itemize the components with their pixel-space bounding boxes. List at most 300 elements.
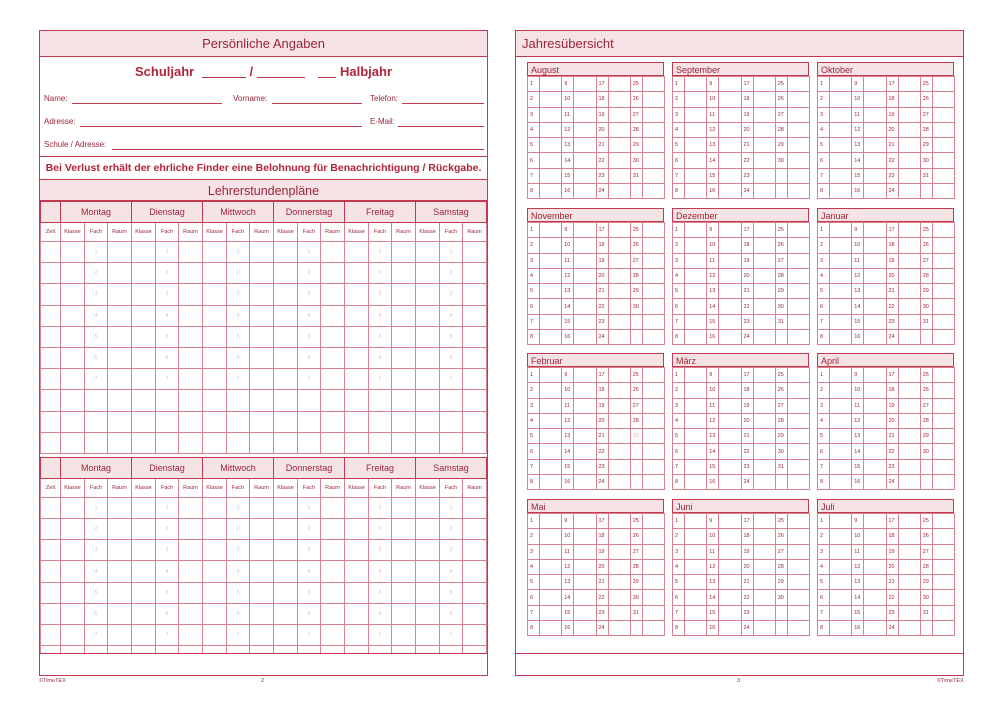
timetable-cell[interactable] [463, 326, 487, 347]
calendar-entry-cell[interactable] [574, 153, 596, 168]
calendar-entry-cell[interactable] [932, 330, 954, 345]
period-number[interactable]: 1 [227, 497, 250, 518]
timetable-cell[interactable] [108, 242, 132, 263]
calendar-entry-cell[interactable] [685, 330, 707, 345]
period-number[interactable]: 3 [227, 540, 250, 561]
calendar-entry-cell[interactable] [753, 122, 775, 137]
timetable-cell[interactable] [321, 582, 345, 603]
timetable-cell[interactable] [321, 603, 345, 624]
calendar-entry-cell[interactable] [685, 284, 707, 299]
timetable-cell[interactable] [132, 284, 156, 305]
timetable-cell[interactable] [416, 284, 440, 305]
timetable-cell[interactable] [85, 432, 108, 453]
calendar-entry-cell[interactable] [932, 138, 954, 153]
calendar-entry-cell[interactable] [932, 559, 954, 574]
calendar-entry-cell[interactable] [540, 299, 562, 314]
timetable-cell[interactable] [345, 582, 369, 603]
calendar-entry-cell[interactable] [864, 368, 886, 383]
timetable-cell[interactable] [463, 519, 487, 540]
period-number[interactable]: 7 [369, 625, 392, 646]
calendar-entry-cell[interactable] [898, 253, 920, 268]
calendar-entry-cell[interactable] [540, 514, 562, 529]
period-number[interactable]: 6 [227, 603, 250, 624]
period-number[interactable]: 7 [369, 369, 392, 390]
calendar-entry-cell[interactable] [642, 383, 664, 398]
timetable-cell[interactable] [416, 390, 440, 411]
school-year-to-field[interactable] [257, 67, 305, 78]
calendar-entry-cell[interactable] [608, 299, 630, 314]
calendar-entry-cell[interactable] [864, 299, 886, 314]
calendar-entry-cell[interactable] [753, 184, 775, 199]
calendar-entry-cell[interactable] [642, 368, 664, 383]
calendar-entry-cell[interactable] [574, 413, 596, 428]
calendar-entry-cell[interactable] [753, 138, 775, 153]
calendar-entry-cell[interactable] [574, 168, 596, 183]
timetable-cell[interactable] [392, 390, 416, 411]
calendar-entry-cell[interactable] [932, 621, 954, 636]
timetable-cell[interactable] [463, 390, 487, 411]
timetable-cell[interactable] [416, 540, 440, 561]
period-number[interactable]: 4 [298, 561, 321, 582]
timetable-cell[interactable] [298, 411, 321, 432]
calendar-entry-cell[interactable] [685, 529, 707, 544]
timetable-cell[interactable] [61, 497, 85, 518]
calendar-entry-cell[interactable] [898, 413, 920, 428]
calendar-entry-cell[interactable] [787, 238, 809, 253]
calendar-entry-cell[interactable] [830, 368, 852, 383]
time-cell[interactable] [41, 326, 61, 347]
calendar-entry-cell[interactable] [719, 184, 741, 199]
schule-field[interactable] [112, 149, 484, 150]
timetable-cell[interactable] [108, 432, 132, 453]
calendar-entry-cell[interactable] [932, 429, 954, 444]
timetable-cell[interactable] [250, 326, 274, 347]
timetable-cell[interactable] [108, 369, 132, 390]
timetable-cell[interactable] [250, 603, 274, 624]
calendar-entry-cell[interactable] [540, 184, 562, 199]
timetable-cell[interactable] [345, 390, 369, 411]
calendar-entry-cell[interactable] [932, 238, 954, 253]
calendar-entry-cell[interactable] [719, 107, 741, 122]
calendar-entry-cell[interactable] [608, 429, 630, 444]
calendar-entry-cell[interactable] [787, 122, 809, 137]
timetable-cell[interactable] [369, 432, 392, 453]
period-number[interactable]: 5 [369, 326, 392, 347]
calendar-entry-cell[interactable] [830, 238, 852, 253]
calendar-entry-cell[interactable] [685, 138, 707, 153]
calendar-entry-cell[interactable] [574, 107, 596, 122]
calendar-entry-cell[interactable] [932, 77, 954, 92]
calendar-entry-cell[interactable] [932, 605, 954, 620]
timetable-cell[interactable] [179, 519, 203, 540]
timetable-cell[interactable] [227, 390, 250, 411]
period-number[interactable]: 6 [156, 603, 179, 624]
calendar-entry-cell[interactable] [608, 514, 630, 529]
calendar-entry-cell[interactable] [898, 621, 920, 636]
calendar-entry-cell[interactable] [719, 92, 741, 107]
timetable-cell[interactable] [298, 390, 321, 411]
timetable-cell[interactable] [274, 540, 298, 561]
time-cell[interactable] [41, 582, 61, 603]
timetable-cell[interactable] [463, 603, 487, 624]
calendar-entry-cell[interactable] [864, 605, 886, 620]
calendar-entry-cell[interactable] [719, 368, 741, 383]
period-number[interactable]: 4 [440, 561, 463, 582]
calendar-entry-cell[interactable] [574, 444, 596, 459]
calendar-entry-cell[interactable] [753, 590, 775, 605]
timetable-cell[interactable] [392, 603, 416, 624]
calendar-entry-cell[interactable] [608, 77, 630, 92]
time-cell[interactable] [41, 497, 61, 518]
period-number[interactable]: 6 [85, 603, 108, 624]
calendar-entry-cell[interactable] [898, 299, 920, 314]
timetable-cell[interactable] [108, 411, 132, 432]
calendar-entry-cell[interactable] [608, 559, 630, 574]
calendar-entry-cell[interactable] [864, 413, 886, 428]
period-number[interactable]: 5 [440, 326, 463, 347]
period-number[interactable]: 5 [156, 582, 179, 603]
calendar-entry-cell[interactable] [864, 138, 886, 153]
timetable-cell[interactable] [369, 411, 392, 432]
calendar-entry-cell[interactable] [787, 529, 809, 544]
calendar-entry-cell[interactable] [830, 77, 852, 92]
period-number[interactable]: 2 [369, 263, 392, 284]
calendar-entry-cell[interactable] [787, 590, 809, 605]
period-number[interactable]: 4 [298, 305, 321, 326]
calendar-entry-cell[interactable] [898, 605, 920, 620]
calendar-entry-cell[interactable] [898, 107, 920, 122]
timetable-cell[interactable] [179, 369, 203, 390]
timetable-cell[interactable] [108, 519, 132, 540]
calendar-entry-cell[interactable] [932, 268, 954, 283]
calendar-entry-cell[interactable] [830, 184, 852, 199]
calendar-entry-cell[interactable] [540, 544, 562, 559]
timetable-cell[interactable] [321, 561, 345, 582]
time-cell[interactable] [41, 242, 61, 263]
calendar-entry-cell[interactable] [608, 621, 630, 636]
timetable-cell[interactable] [179, 347, 203, 368]
timetable-cell[interactable] [179, 242, 203, 263]
calendar-entry-cell[interactable] [540, 284, 562, 299]
calendar-entry-cell[interactable] [642, 575, 664, 590]
calendar-entry-cell[interactable] [540, 268, 562, 283]
calendar-entry-cell[interactable] [574, 459, 596, 474]
timetable-cell[interactable] [61, 347, 85, 368]
calendar-entry-cell[interactable] [830, 429, 852, 444]
calendar-entry-cell[interactable] [574, 544, 596, 559]
calendar-entry-cell[interactable] [540, 383, 562, 398]
timetable-cell[interactable] [321, 369, 345, 390]
timetable-cell[interactable] [463, 284, 487, 305]
timetable-cell[interactable] [156, 411, 179, 432]
calendar-entry-cell[interactable] [574, 77, 596, 92]
calendar-entry-cell[interactable] [787, 413, 809, 428]
timetable-cell[interactable] [463, 540, 487, 561]
time-cell[interactable] [41, 390, 61, 411]
calendar-entry-cell[interactable] [864, 459, 886, 474]
period-number[interactable]: 7 [85, 625, 108, 646]
calendar-entry-cell[interactable] [685, 268, 707, 283]
calendar-entry-cell[interactable] [830, 330, 852, 345]
timetable-cell[interactable] [345, 603, 369, 624]
calendar-entry-cell[interactable] [574, 590, 596, 605]
calendar-entry-cell[interactable] [608, 330, 630, 345]
email-field[interactable] [398, 126, 484, 127]
calendar-entry-cell[interactable] [932, 590, 954, 605]
calendar-entry-cell[interactable] [864, 575, 886, 590]
calendar-entry-cell[interactable] [898, 459, 920, 474]
timetable-cell[interactable] [108, 390, 132, 411]
time-cell[interactable] [41, 432, 61, 453]
calendar-entry-cell[interactable] [787, 544, 809, 559]
timetable-cell[interactable] [179, 582, 203, 603]
calendar-entry-cell[interactable] [787, 459, 809, 474]
calendar-entry-cell[interactable] [787, 575, 809, 590]
calendar-entry-cell[interactable] [898, 268, 920, 283]
timetable-cell[interactable] [416, 582, 440, 603]
calendar-entry-cell[interactable] [608, 107, 630, 122]
calendar-entry-cell[interactable] [864, 253, 886, 268]
period-number[interactable]: 1 [369, 242, 392, 263]
calendar-entry-cell[interactable] [540, 605, 562, 620]
calendar-entry-cell[interactable] [574, 138, 596, 153]
timetable-cell[interactable] [132, 347, 156, 368]
calendar-entry-cell[interactable] [685, 559, 707, 574]
calendar-entry-cell[interactable] [685, 413, 707, 428]
calendar-entry-cell[interactable] [574, 559, 596, 574]
time-cell[interactable] [41, 284, 61, 305]
period-number[interactable]: 2 [227, 519, 250, 540]
timetable-cell[interactable] [156, 432, 179, 453]
timetable-cell[interactable] [392, 326, 416, 347]
period-number[interactable]: 6 [156, 347, 179, 368]
calendar-entry-cell[interactable] [787, 153, 809, 168]
calendar-entry-cell[interactable] [932, 444, 954, 459]
calendar-entry-cell[interactable] [830, 559, 852, 574]
calendar-entry-cell[interactable] [932, 153, 954, 168]
timetable-cell[interactable] [203, 519, 227, 540]
calendar-entry-cell[interactable] [932, 107, 954, 122]
calendar-entry-cell[interactable] [932, 168, 954, 183]
timetable-cell[interactable] [132, 561, 156, 582]
timetable-cell[interactable] [108, 497, 132, 518]
timetable-cell[interactable] [179, 432, 203, 453]
time-cell[interactable] [41, 305, 61, 326]
calendar-entry-cell[interactable] [830, 168, 852, 183]
calendar-entry-cell[interactable] [719, 253, 741, 268]
calendar-entry-cell[interactable] [685, 429, 707, 444]
period-number[interactable]: 3 [156, 284, 179, 305]
calendar-entry-cell[interactable] [753, 529, 775, 544]
timetable-cell[interactable] [108, 284, 132, 305]
period-number[interactable]: 5 [227, 326, 250, 347]
calendar-entry-cell[interactable] [608, 138, 630, 153]
period-number[interactable]: 5 [85, 582, 108, 603]
timetable-cell[interactable] [132, 582, 156, 603]
calendar-entry-cell[interactable] [898, 544, 920, 559]
calendar-entry-cell[interactable] [642, 268, 664, 283]
timetable-cell[interactable] [250, 582, 274, 603]
calendar-entry-cell[interactable] [685, 544, 707, 559]
calendar-entry-cell[interactable] [830, 475, 852, 490]
calendar-entry-cell[interactable] [685, 122, 707, 137]
period-number[interactable]: 4 [85, 561, 108, 582]
calendar-entry-cell[interactable] [608, 413, 630, 428]
period-number[interactable]: 6 [369, 347, 392, 368]
calendar-entry-cell[interactable] [642, 184, 664, 199]
calendar-entry-cell[interactable] [719, 383, 741, 398]
calendar-entry-cell[interactable] [685, 153, 707, 168]
timetable-cell[interactable] [108, 540, 132, 561]
period-number[interactable]: 2 [156, 263, 179, 284]
calendar-entry-cell[interactable] [753, 544, 775, 559]
timetable-cell[interactable] [416, 561, 440, 582]
timetable-cell[interactable] [179, 540, 203, 561]
calendar-entry-cell[interactable] [685, 184, 707, 199]
calendar-entry-cell[interactable] [642, 138, 664, 153]
calendar-entry-cell[interactable] [719, 529, 741, 544]
timetable-cell[interactable] [274, 519, 298, 540]
calendar-entry-cell[interactable] [642, 92, 664, 107]
calendar-entry-cell[interactable] [642, 413, 664, 428]
calendar-entry-cell[interactable] [830, 529, 852, 544]
calendar-entry-cell[interactable] [864, 429, 886, 444]
timetable-cell[interactable] [203, 347, 227, 368]
calendar-entry-cell[interactable] [540, 253, 562, 268]
timetable-cell[interactable] [61, 263, 85, 284]
timetable-cell[interactable] [61, 625, 85, 646]
calendar-entry-cell[interactable] [898, 153, 920, 168]
timetable-cell[interactable] [61, 326, 85, 347]
timetable-cell[interactable] [61, 242, 85, 263]
calendar-entry-cell[interactable] [830, 398, 852, 413]
calendar-entry-cell[interactable] [932, 184, 954, 199]
calendar-entry-cell[interactable] [864, 314, 886, 329]
calendar-entry-cell[interactable] [787, 138, 809, 153]
half-year-field[interactable] [318, 67, 336, 78]
timetable-cell[interactable] [274, 582, 298, 603]
timetable-cell[interactable] [203, 582, 227, 603]
timetable-cell[interactable] [227, 411, 250, 432]
calendar-entry-cell[interactable] [898, 138, 920, 153]
calendar-entry-cell[interactable] [719, 475, 741, 490]
calendar-entry-cell[interactable] [830, 107, 852, 122]
calendar-entry-cell[interactable] [787, 605, 809, 620]
calendar-entry-cell[interactable] [608, 168, 630, 183]
period-number[interactable]: 1 [156, 497, 179, 518]
calendar-entry-cell[interactable] [540, 223, 562, 238]
timetable-cell[interactable] [321, 347, 345, 368]
calendar-entry-cell[interactable] [864, 544, 886, 559]
calendar-entry-cell[interactable] [540, 475, 562, 490]
calendar-entry-cell[interactable] [574, 92, 596, 107]
calendar-entry-cell[interactable] [642, 429, 664, 444]
calendar-entry-cell[interactable] [540, 138, 562, 153]
timetable-cell[interactable] [132, 625, 156, 646]
calendar-entry-cell[interactable] [830, 413, 852, 428]
timetable-cell[interactable] [250, 561, 274, 582]
timetable-cell[interactable] [321, 242, 345, 263]
timetable-cell[interactable] [61, 305, 85, 326]
timetable-cell[interactable] [274, 369, 298, 390]
calendar-entry-cell[interactable] [719, 621, 741, 636]
calendar-entry-cell[interactable] [753, 514, 775, 529]
calendar-entry-cell[interactable] [787, 168, 809, 183]
timetable-cell[interactable] [203, 432, 227, 453]
period-number[interactable]: 7 [156, 625, 179, 646]
calendar-entry-cell[interactable] [830, 268, 852, 283]
timetable-cell[interactable] [416, 305, 440, 326]
calendar-entry-cell[interactable] [830, 153, 852, 168]
calendar-entry-cell[interactable] [540, 590, 562, 605]
calendar-entry-cell[interactable] [574, 122, 596, 137]
timetable-cell[interactable] [108, 326, 132, 347]
calendar-entry-cell[interactable] [787, 444, 809, 459]
timetable-cell[interactable] [345, 432, 369, 453]
period-number[interactable]: 1 [440, 242, 463, 263]
calendar-entry-cell[interactable] [864, 122, 886, 137]
calendar-entry-cell[interactable] [719, 413, 741, 428]
calendar-entry-cell[interactable] [830, 621, 852, 636]
timetable-cell[interactable] [416, 432, 440, 453]
timetable-cell[interactable] [416, 497, 440, 518]
timetable-cell[interactable] [203, 625, 227, 646]
calendar-entry-cell[interactable] [608, 383, 630, 398]
calendar-entry-cell[interactable] [608, 475, 630, 490]
calendar-entry-cell[interactable] [898, 444, 920, 459]
timetable-cell[interactable] [203, 326, 227, 347]
timetable-cell[interactable] [274, 347, 298, 368]
timetable-cell[interactable] [179, 263, 203, 284]
calendar-entry-cell[interactable] [608, 459, 630, 474]
calendar-entry-cell[interactable] [864, 475, 886, 490]
timetable-cell[interactable] [345, 625, 369, 646]
calendar-entry-cell[interactable] [898, 92, 920, 107]
timetable-cell[interactable] [345, 369, 369, 390]
calendar-entry-cell[interactable] [574, 238, 596, 253]
timetable-cell[interactable] [321, 540, 345, 561]
calendar-entry-cell[interactable] [574, 575, 596, 590]
calendar-entry-cell[interactable] [719, 544, 741, 559]
name-field[interactable] [72, 103, 222, 104]
timetable-cell[interactable] [440, 411, 463, 432]
timetable-cell[interactable] [132, 369, 156, 390]
calendar-entry-cell[interactable] [574, 253, 596, 268]
calendar-entry-cell[interactable] [898, 368, 920, 383]
time-cell[interactable] [41, 561, 61, 582]
timetable-cell[interactable] [61, 390, 85, 411]
calendar-entry-cell[interactable] [932, 398, 954, 413]
calendar-entry-cell[interactable] [864, 153, 886, 168]
period-number[interactable]: 7 [85, 369, 108, 390]
period-number[interactable]: 2 [369, 519, 392, 540]
period-number[interactable]: 4 [85, 305, 108, 326]
timetable-cell[interactable] [156, 390, 179, 411]
calendar-entry-cell[interactable] [540, 413, 562, 428]
calendar-entry-cell[interactable] [753, 330, 775, 345]
calendar-entry-cell[interactable] [642, 590, 664, 605]
calendar-entry-cell[interactable] [608, 223, 630, 238]
period-number[interactable]: 2 [298, 263, 321, 284]
timetable-cell[interactable] [61, 561, 85, 582]
period-number[interactable]: 3 [440, 284, 463, 305]
calendar-entry-cell[interactable] [642, 398, 664, 413]
calendar-entry-cell[interactable] [608, 284, 630, 299]
calendar-entry-cell[interactable] [608, 575, 630, 590]
timetable-cell[interactable] [203, 540, 227, 561]
timetable-cell[interactable] [345, 561, 369, 582]
calendar-entry-cell[interactable] [753, 168, 775, 183]
